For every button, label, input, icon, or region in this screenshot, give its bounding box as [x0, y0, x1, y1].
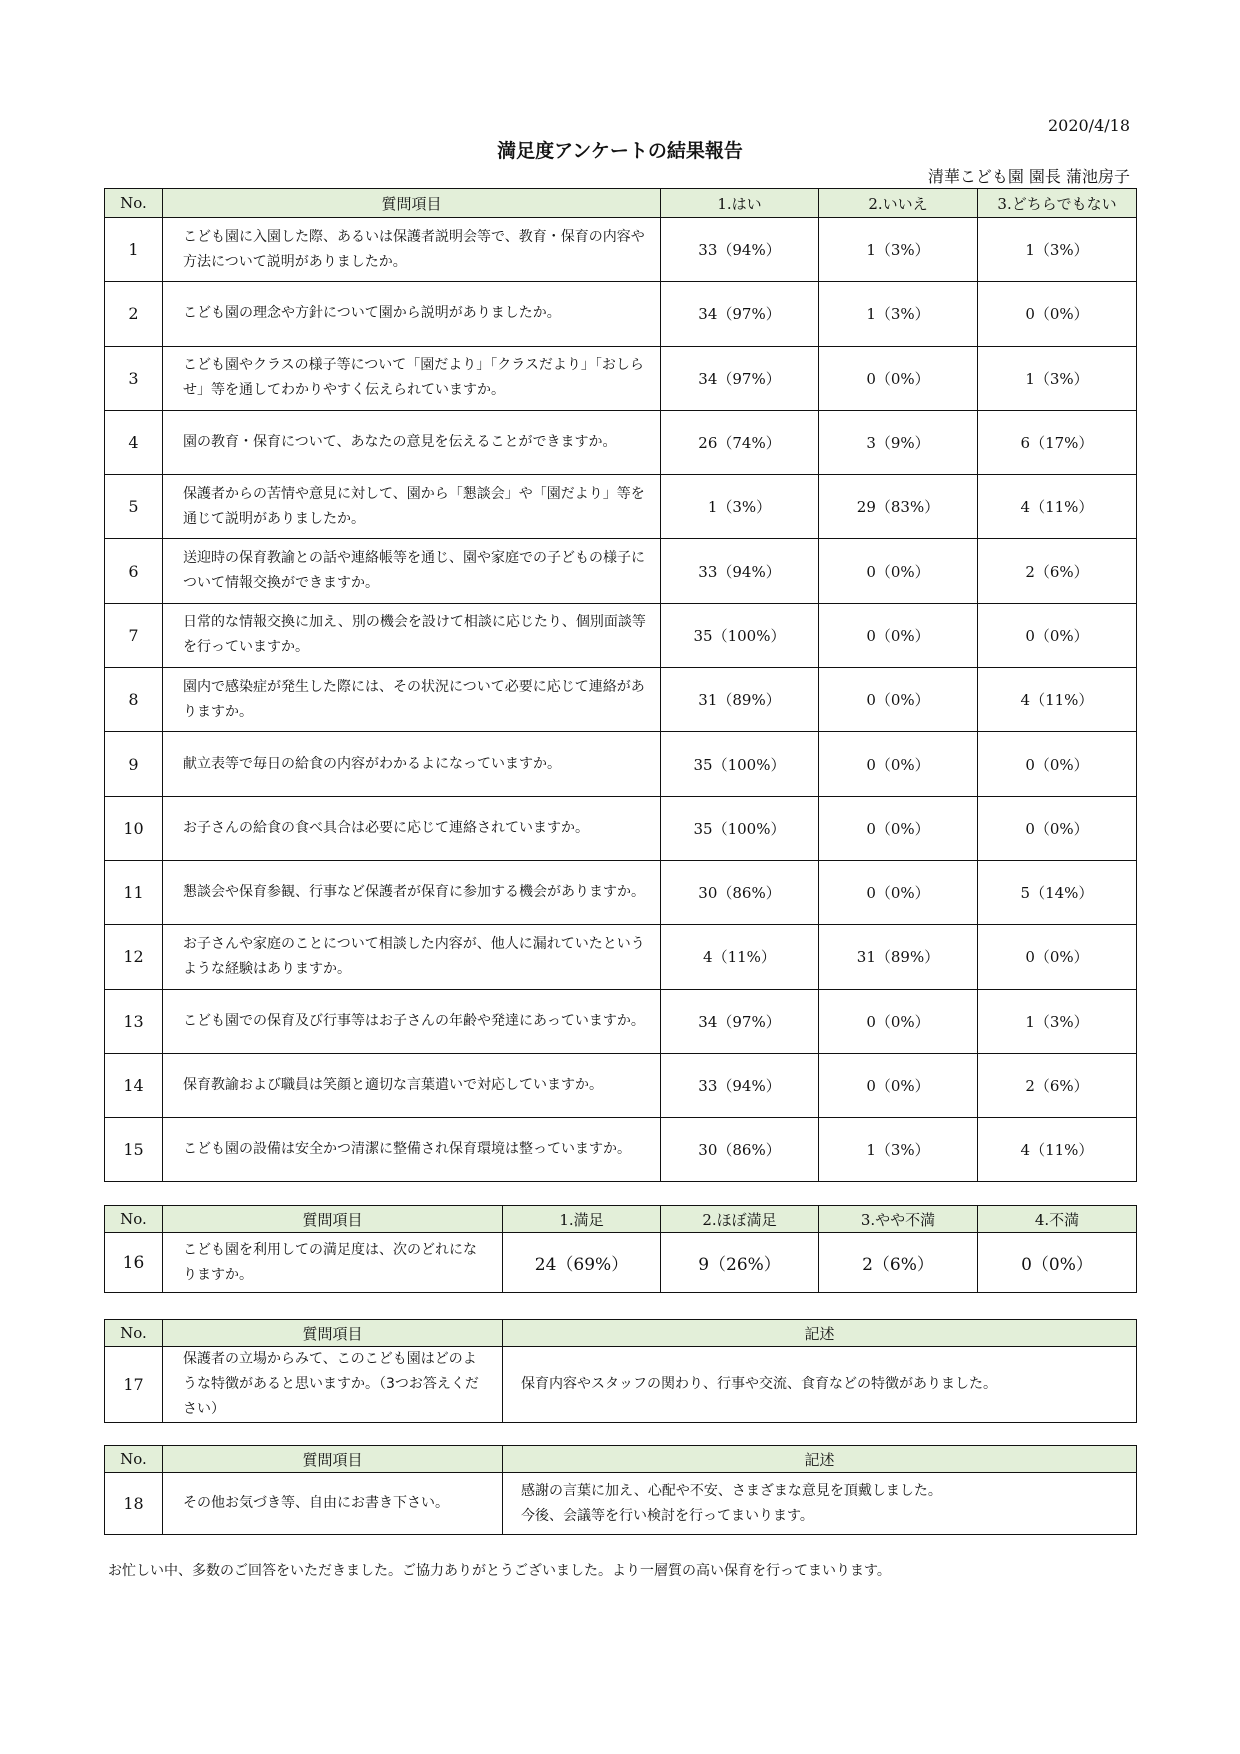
answer-neither: 0（0%）	[978, 603, 1137, 667]
table-row	[105, 1473, 1137, 1535]
answer-no: 0（0%）	[819, 603, 978, 667]
answer-neither: 4（11%）	[978, 668, 1137, 732]
answer-no: 1（3%）	[819, 282, 978, 346]
header-no-answer: 2.いいえ	[819, 189, 978, 218]
row-number: 17	[105, 1347, 163, 1423]
row-number: 11	[105, 860, 163, 924]
answer-line-1: 感謝の言葉に加え、心配や不安、さまざまな意見を頂戴しました。	[521, 1482, 942, 1499]
table-row	[105, 1053, 1137, 1117]
row-question: お子さんや家庭のことについて相談した内容が、他人に漏れていたというような経験はありますか。	[163, 925, 661, 989]
row-answer	[503, 1473, 1137, 1535]
header-yes: 1.はい	[661, 189, 819, 218]
answer-no: 3（9%）	[819, 410, 978, 474]
author-line: 清華こども園 園長 蒲池房子	[927, 167, 1130, 186]
row-question: こども園に入園した際、あるいは保護者説明会等で、教育・保育の内容や方法について説明がありましたか。	[163, 218, 661, 282]
row-number: 3	[105, 346, 163, 410]
table-row	[105, 410, 1137, 474]
table-row	[105, 346, 1137, 410]
row-question: 保育教諭および職員は笑顔と適切な言葉遣いで対応していますか。	[163, 1053, 661, 1117]
answer-neither: 1（3%）	[978, 346, 1137, 410]
table-row	[105, 539, 1137, 603]
answer-mostly-satisfied: 9（26%）	[661, 1233, 819, 1293]
answer-no: 1（3%）	[819, 218, 978, 282]
header-mostly-satisfied: 2.ほぼ満足	[661, 1206, 819, 1233]
table-header-row	[105, 189, 1137, 218]
row-number: 1	[105, 218, 163, 282]
header-no: No.	[105, 189, 163, 218]
answer-line-2: 今後、会議等を行い検討を行ってまいります。	[521, 1507, 814, 1524]
row-number: 10	[105, 796, 163, 860]
answer-neither: 0（0%）	[978, 796, 1137, 860]
answer-neither: 2（6%）	[978, 539, 1137, 603]
table-row	[105, 796, 1137, 860]
header-neither: 3.どちらでもない	[978, 189, 1137, 218]
answer-no: 0（0%）	[819, 539, 978, 603]
table-row	[105, 218, 1137, 282]
answer-yes: 31（89%）	[661, 668, 819, 732]
answer-yes: 34（97%）	[661, 346, 819, 410]
table-row	[105, 1233, 1137, 1293]
table-row	[105, 925, 1137, 989]
answer-no: 0（0%）	[819, 668, 978, 732]
comments-table	[104, 1445, 1137, 1535]
row-question: 保護者の立場からみて、このこども園はどのような特徴があると思いますか。（3つお答えください）	[163, 1347, 503, 1423]
survey-table-yes-no	[104, 188, 1137, 1182]
answer-no: 0（0%）	[819, 860, 978, 924]
answer-neither: 4（11%）	[978, 1118, 1137, 1182]
answer-yes: 33（94%）	[661, 539, 819, 603]
row-question: その他お気づき等、自由にお書き下さい。	[163, 1473, 503, 1535]
row-question: 日常的な情報交換に加え、別の機会を設けて相談に応じたり、個別面談等を行っていますか。	[163, 603, 661, 667]
table-row	[105, 860, 1137, 924]
answer-yes: 1（3%）	[661, 475, 819, 539]
row-number: 14	[105, 1053, 163, 1117]
answer-neither: 0（0%）	[978, 925, 1137, 989]
row-question: こども園での保育及び行事等はお子さんの年齢や発達にあっていますか。	[163, 989, 661, 1053]
row-question: 園の教育・保育について、あなたの意見を伝えることができますか。	[163, 410, 661, 474]
answer-no: 29（83%）	[819, 475, 978, 539]
row-number: 5	[105, 475, 163, 539]
answer-yes: 35（100%）	[661, 796, 819, 860]
row-number: 7	[105, 603, 163, 667]
answer-yes: 30（86%）	[661, 1118, 819, 1182]
header-somewhat-dissatisfied: 3.やや不満	[819, 1206, 978, 1233]
header-question: 質問項目	[163, 189, 661, 218]
row-question: こども園を利用しての満足度は、次のどれになりますか。	[163, 1233, 503, 1293]
table-header-row	[105, 1446, 1137, 1473]
answer-yes: 35（100%）	[661, 732, 819, 796]
row-question: こども園の理念や方針について園から説明がありましたか。	[163, 282, 661, 346]
answer-yes: 34（97%）	[661, 282, 819, 346]
answer-neither: 5（14%）	[978, 860, 1137, 924]
answer-neither: 6（17%）	[978, 410, 1137, 474]
answer-neither: 4（11%）	[978, 475, 1137, 539]
report-date: 2020/4/18	[1047, 116, 1130, 135]
answer-yes: 26（74%）	[661, 410, 819, 474]
answer-no: 0（0%）	[819, 732, 978, 796]
table-row	[105, 282, 1137, 346]
page-title: 満足度アンケートの結果報告	[497, 140, 743, 162]
answer-neither: 1（3%）	[978, 218, 1137, 282]
header-no: No.	[105, 1320, 163, 1347]
row-question: 懇談会や保育参観、行事など保護者が保育に参加する機会がありますか。	[163, 860, 661, 924]
table-row	[105, 668, 1137, 732]
table-row	[105, 475, 1137, 539]
header-question: 質問項目	[163, 1446, 503, 1473]
answer-yes: 4（11%）	[661, 925, 819, 989]
row-question: 送迎時の保育教諭との話や連絡帳等を通じ、園や家庭での子どもの様子について情報交換ができますか。	[163, 539, 661, 603]
answer-neither: 1（3%）	[978, 989, 1137, 1053]
table-header-row	[105, 1206, 1137, 1233]
row-number: 16	[105, 1233, 163, 1293]
answer-no: 0（0%）	[819, 796, 978, 860]
header-no: No.	[105, 1446, 163, 1473]
row-number: 9	[105, 732, 163, 796]
row-number: 13	[105, 989, 163, 1053]
header-question: 質問項目	[163, 1206, 503, 1233]
answer-yes: 35（100%）	[661, 603, 819, 667]
header-satisfied: 1.満足	[503, 1206, 661, 1233]
row-question: お子さんの給食の食べ具合は必要に応じて連絡されていますか。	[163, 796, 661, 860]
answer-dissatisfied: 0（0%）	[978, 1233, 1137, 1293]
table-row	[105, 1347, 1137, 1423]
answer-somewhat-dissatisfied: 2（6%）	[819, 1233, 978, 1293]
answer-no: 0（0%）	[819, 989, 978, 1053]
features-table	[104, 1319, 1137, 1423]
answer-yes: 33（94%）	[661, 218, 819, 282]
row-answer: 保育内容やスタッフの関わり、行事や交流、食育などの特徴がありました。	[503, 1347, 1137, 1423]
answer-satisfied: 24（69%）	[503, 1233, 661, 1293]
row-number: 12	[105, 925, 163, 989]
row-question: 献立表等で毎日の給食の内容がわかるよになっていますか。	[163, 732, 661, 796]
table-row	[105, 732, 1137, 796]
row-question: こども園の設備は安全かつ清潔に整備され保育環境は整っていますか。	[163, 1118, 661, 1182]
answer-neither: 0（0%）	[978, 732, 1137, 796]
row-question: こども園やクラスの様子等について「園だより」「クラスだより」「おしらせ」等を通してわかりやすく伝えられていますか。	[163, 346, 661, 410]
header-dissatisfied: 4.不満	[978, 1206, 1137, 1233]
row-number: 6	[105, 539, 163, 603]
footer-note: お忙しい中、多数のご回答をいただきました。ご協力ありがとうございました。より一層質の高い保育を行ってまいります。	[108, 1563, 891, 1579]
answer-no: 31（89%）	[819, 925, 978, 989]
row-number: 4	[105, 410, 163, 474]
answer-yes: 30（86%）	[661, 860, 819, 924]
answer-yes: 33（94%）	[661, 1053, 819, 1117]
answer-no: 1（3%）	[819, 1118, 978, 1182]
row-number: 2	[105, 282, 163, 346]
table-row	[105, 989, 1137, 1053]
row-question: 保護者からの苦情や意見に対して、園から「懇談会」や「園だより」等を通じて説明がありましたか。	[163, 475, 661, 539]
table-header-row	[105, 1320, 1137, 1347]
header-question: 質問項目	[163, 1320, 503, 1347]
satisfaction-table	[104, 1205, 1137, 1293]
table-row	[105, 603, 1137, 667]
header-no: No.	[105, 1206, 163, 1233]
answer-yes: 34（97%）	[661, 989, 819, 1053]
header-description: 記述	[503, 1320, 1137, 1347]
table-row	[105, 1118, 1137, 1182]
row-number: 15	[105, 1118, 163, 1182]
answer-no: 0（0%）	[819, 1053, 978, 1117]
answer-neither: 2（6%）	[978, 1053, 1137, 1117]
header-description: 記述	[503, 1446, 1137, 1473]
answer-neither: 0（0%）	[978, 282, 1137, 346]
row-number: 8	[105, 668, 163, 732]
row-question: 園内で感染症が発生した際には、その状況について必要に応じて連絡がありますか。	[163, 668, 661, 732]
row-number: 18	[105, 1473, 163, 1535]
answer-no: 0（0%）	[819, 346, 978, 410]
